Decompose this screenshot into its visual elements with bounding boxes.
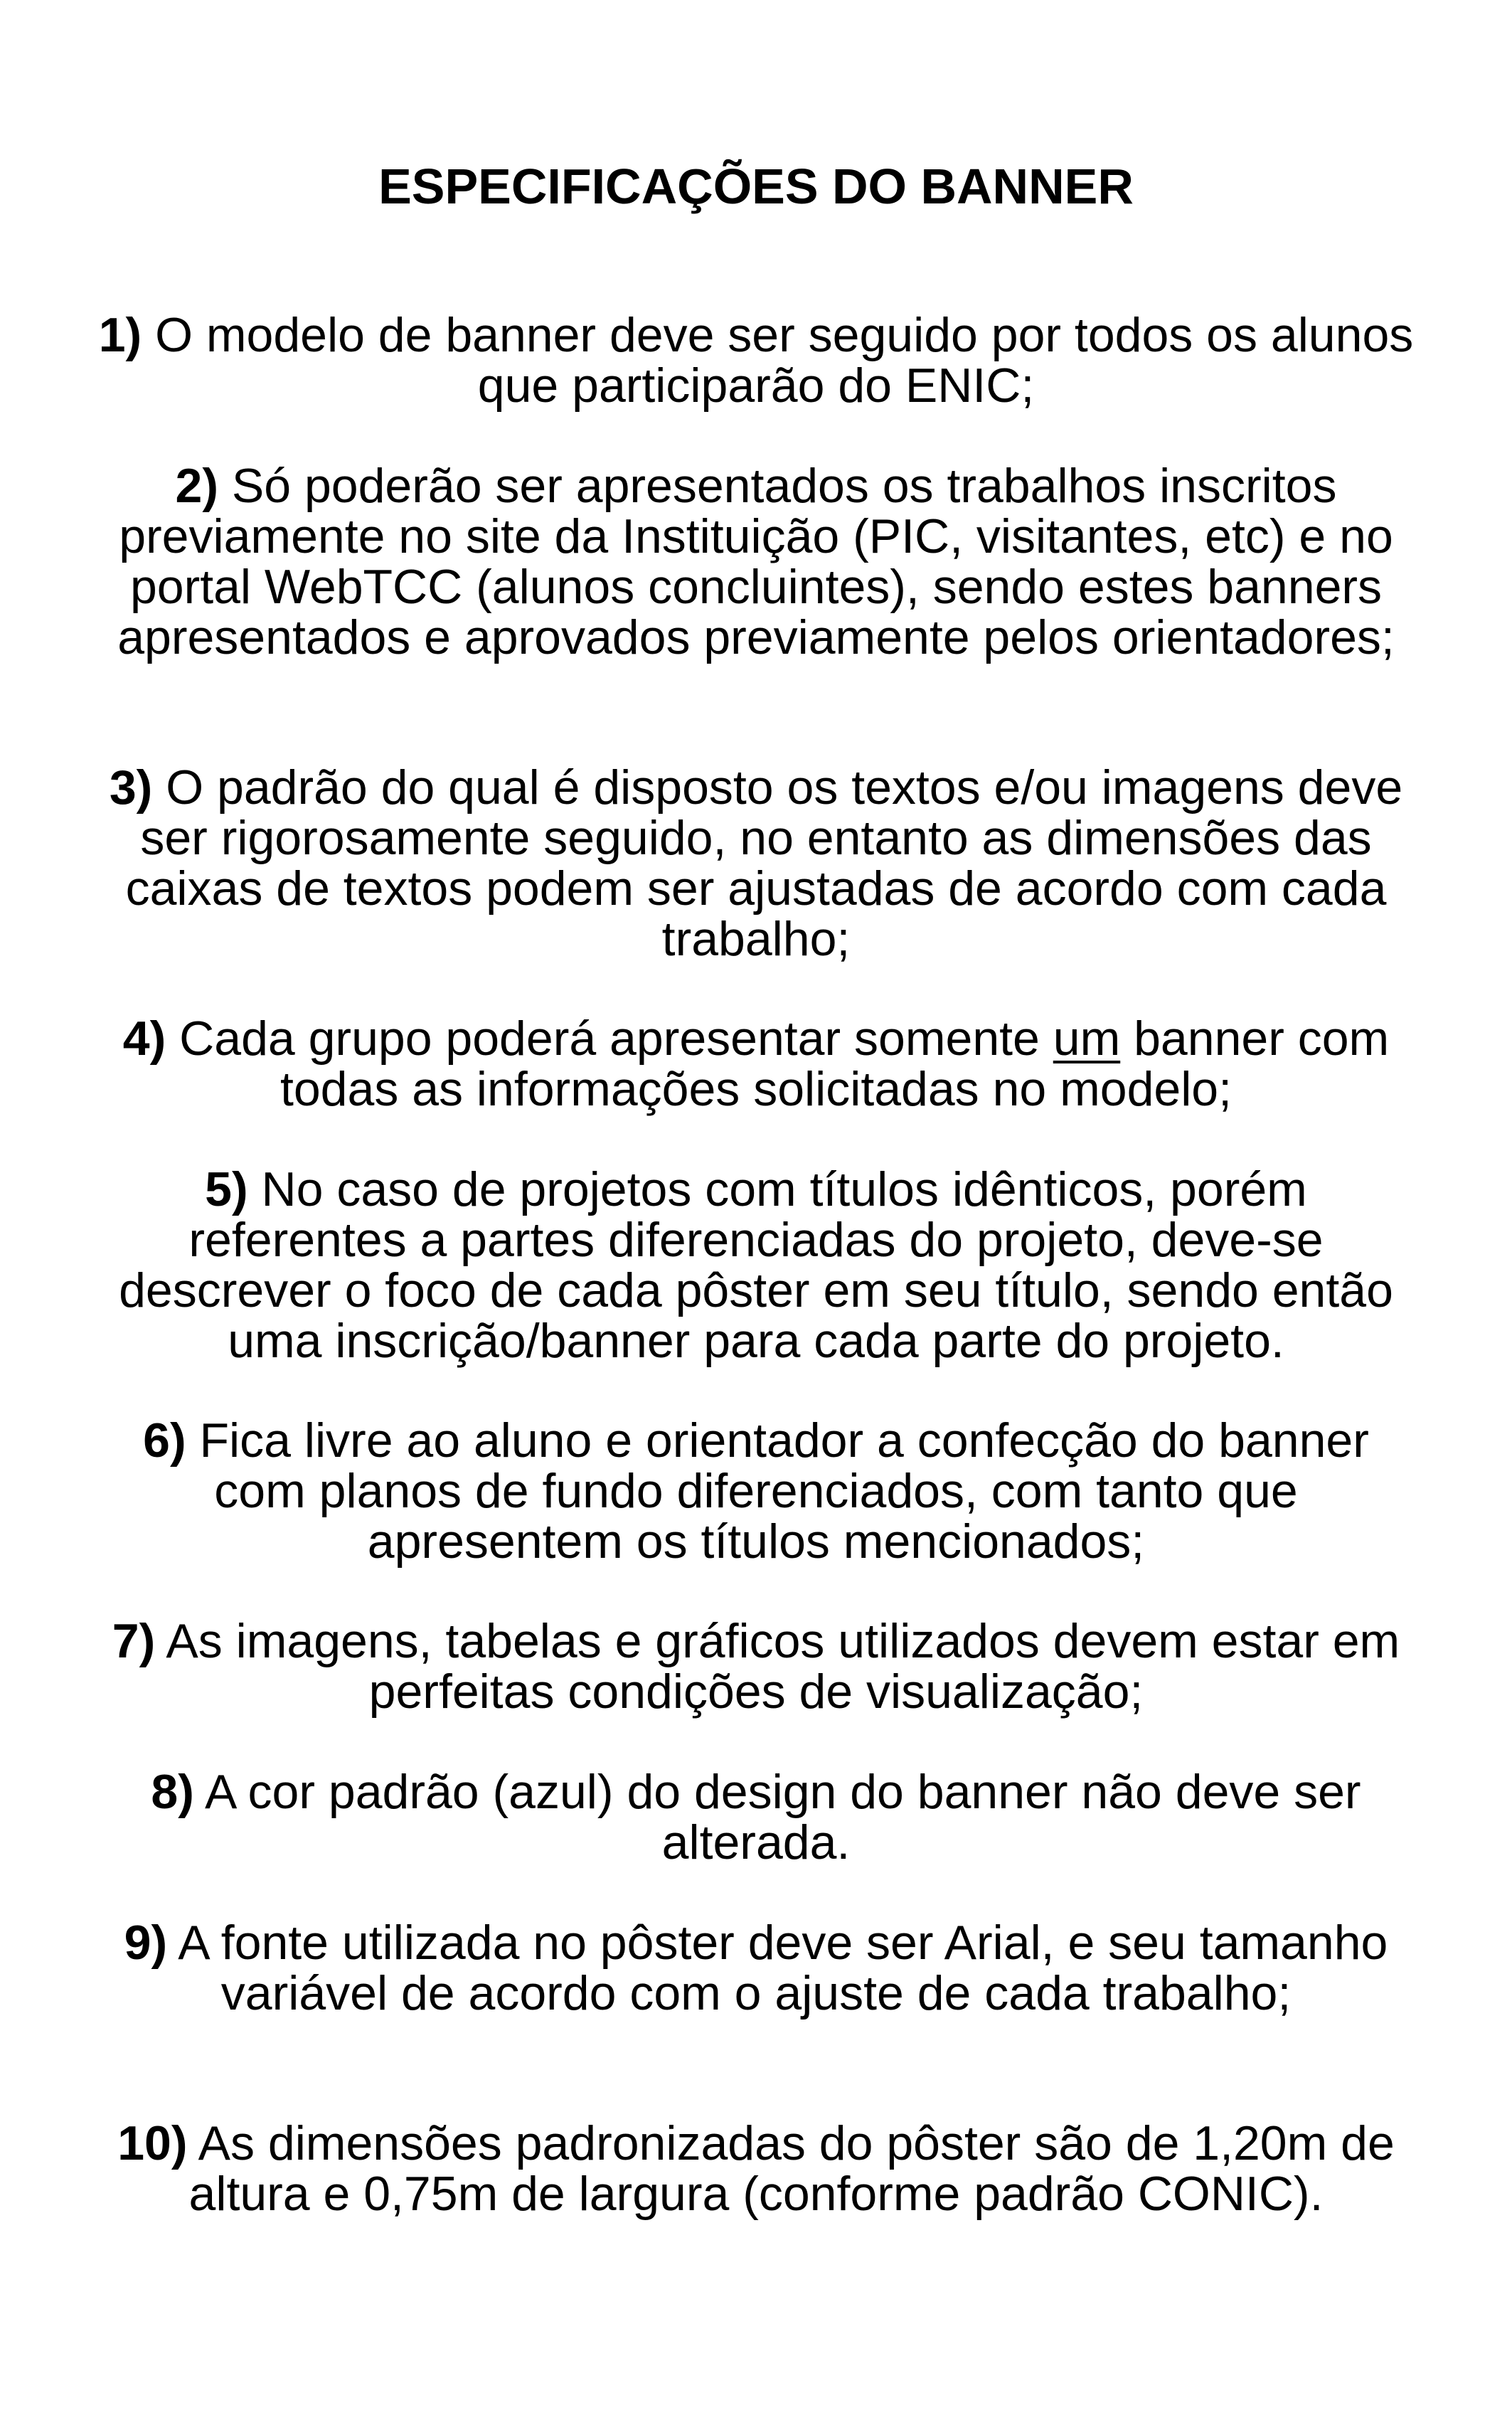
item-number: 7) — [112, 1614, 156, 1668]
item-text: O modelo de banner deve ser seguido por todos os alunos que participarão do ENIC; — [142, 308, 1414, 413]
list-item-4 — [92, 1014, 1420, 1115]
item-text: banner com todas as informações solicitadas no modelo; — [279, 1012, 1390, 1116]
item-number: 10) — [117, 2116, 188, 2170]
item-text: Cada grupo poderá apresentar somente — [166, 1012, 1053, 1066]
list-item-1 — [92, 310, 1420, 411]
list-item-8 — [92, 1767, 1420, 1868]
list-item-10 — [92, 2118, 1420, 2219]
item-text: As dimensões padronizadas do pôster são de 1,20m de altura e 0,75m de largura (conforme padrão CONIC). — [187, 2116, 1395, 2221]
item-number: 8) — [151, 1765, 194, 1819]
item-underlined-word: um — [1053, 1012, 1121, 1066]
page-title: ESPECIFICAÇÕES DO BANNER — [378, 159, 1134, 214]
item-number: 6) — [143, 1413, 186, 1468]
item-text: No caso de projetos com títulos idênticos, porém referentes a partes diferenciadas do projeto, deve-se descrever o foco de cada pôster em seu título, sendo então uma inscrição/banner para cada parte do projeto. — [119, 1162, 1393, 1368]
item-text: As imagens, tabelas e gráficos utilizados devem estar em perfeitas condições de visualização; — [155, 1614, 1400, 1719]
list-item-7 — [92, 1616, 1420, 1717]
item-text: Fica livre ao aluno e orientador a confecção do banner com planos de fundo diferenciados, com tanto que apresentem os títulos mencionados; — [186, 1413, 1369, 1569]
item-text: Só poderão ser apresentados os trabalhos inscritos previamente no site da Instituição (PIC, visitantes, etc) e no portal WebTCC (alunos concluintes), sendo estes banners apresentados e aprovados previamente pelos orientadores; — [117, 459, 1395, 664]
item-number: 1) — [98, 308, 142, 362]
list-item-2 — [92, 461, 1420, 663]
list-item-5 — [92, 1164, 1420, 1366]
item-number: 3) — [109, 760, 153, 814]
item-number: 5) — [205, 1162, 248, 1216]
item-number: 4) — [122, 1012, 166, 1066]
item-text: A fonte utilizada no pôster deve ser Arial, e seu tamanho variável de acordo com o ajuste de cada trabalho; — [167, 1916, 1388, 2020]
item-number: 9) — [124, 1916, 168, 1970]
item-text: O padrão do qual é disposto os textos e/ou imagens deve ser rigorosamente seguido, no entanto as dimensões das caixas de textos podem ser ajustadas de acordo com cada trabalho; — [125, 760, 1403, 966]
item-text: A cor padrão (azul) do design do banner não deve ser alterada. — [193, 1765, 1361, 1869]
list-item-6 — [92, 1413, 1420, 1569]
list-item-9 — [92, 1918, 1420, 2019]
list-item-3 — [92, 760, 1420, 966]
item-number: 2) — [175, 459, 218, 513]
